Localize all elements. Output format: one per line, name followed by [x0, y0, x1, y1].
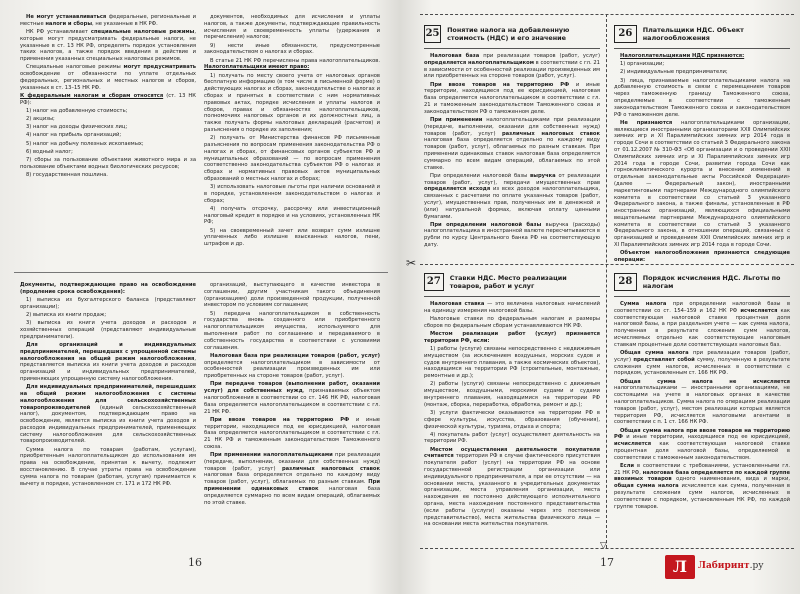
watermark-suffix: .ру — [749, 561, 764, 571]
paragraph: 9) нести иные обязанности, предусмотренные законодательством о налогах и сборах. — [204, 42, 380, 56]
scissors-icon: ✂ — [406, 256, 417, 270]
paragraph: 5) налог на добычу полезных ископаемых; — [26, 140, 144, 147]
page-right — [400, 0, 800, 594]
paragraph: Общая сумма налога при реализации товаров (работ, услуг) представляет собой сумму, полученную в результате сложения сумм налогов, исчисленных в соответствии с порядком, установленным ст. 166 НК РФ. — [614, 349, 790, 377]
paragraph: При ввозе товаров на территорию РФ и иные территории, находящиеся под ее юрисдикцией, налоговая база определяется налогоплательщиком в соответствии с гл. 21 НК РФ и таможенным законодательством Таможенного союза. — [204, 416, 380, 450]
paragraph: 1) работы (услуги) связаны непосредственно с недвижимым имуществом (за исключением воздушных, морских судов и судов внутреннего плавания, а также космических объектов), находящимся на территории РФ (строительные, монтажные, ремонтные и др.); — [424, 345, 600, 380]
cut-line-bottom — [420, 548, 794, 549]
paragraph: 5) передача налогоплательщиком в собственность государства вновь созданного или приобретенного налогоплательщиком имущества, используемого для выполнения работ по соглашению и передаваемого в собственность государства в соответствии с условиями соглашения. — [204, 310, 380, 351]
paragraph: 3) налог на доходы физических лиц; — [26, 124, 128, 131]
paragraph: 2) работы (услуги) связаны непосредственно с движимым имуществом, воздушными, морскими судами и судами внутреннего плавания, находящимися на территории РФ (монтаж, сборка, переработка, обработка, ремонт и др.); — [424, 381, 600, 408]
paragraph: При передаче товаров (выполнении работ, оказании услуг) для собственных нужд, признаваемых объектом налогообложения в соответствии со ст. 146 НК РФ, налоговая база определяется налогоплательщиком в соответствии с гл. 21 НК РФ. — [204, 381, 381, 415]
paragraph: Общая сумма налога не исчисляется налогоплательщиками — иностранными организациями, не состоящими на учете в налоговых органах в качестве налогоплательщиков. Сумма налога по операциям реализации товаров (работ, услуг), местом реализации которых является территория РФ, исчисляется налоговыми агентами в соответствии с п. 1 ст. 166 НК РФ. — [614, 378, 790, 426]
paragraph: Сумма налога по товарам (работам, услугам), приобретенным налогоплательщиком до использования им права на освобождение, принятая к вычету, подлежит восстановлению. В случае утраты права на освобождение сумма налога по товарам (работам, услугам) принимается к вычету в порядке, установленном ст. 171 и 172 НК РФ. — [20, 446, 196, 487]
paragraph: Налоговая база при реализации товаров (работ, услуг) определяется налогоплательщиком в зависимости от особенностей реализации произведенных им или приобретенных на стороне товаров (работ, услуг). — [204, 352, 380, 380]
card-27 — [424, 268, 600, 530]
paragraph: документов, необходимых для исчисления и уплаты налогов, а также документы, подтверждающие правильность исчисления и своевременность уплаты (удержания и перечисления) налогов; — [204, 14, 380, 41]
watermark — [698, 561, 764, 571]
paragraph: Налоговая база при реализации товаров (работ, услуг) определяется налогоплательщиком в соответствии с гл. 21 в зависимости от особенностей реализации произведенных им или приобретенных на стороне товаров (работ, услуг). — [424, 53, 600, 80]
card-body — [614, 53, 790, 264]
paragraph: Общая сумма налога при ввозе товаров на территорию РФ и иные территории, находящиеся под ее юрисдикцией, исчисляется как соответствующая налоговой ставке процентная доля налоговой базы, определяемой в соответствии с таможенным законодательством. — [614, 427, 790, 461]
paragraph: При определении налоговой базы выручка (расходы) налогоплательщика в иностранной валюте пересчитываются в рубли по курсу Центрального банка РФ на соответствующую дату. — [424, 221, 600, 249]
paragraph: Для организаций и индивидуальных предпринимателей, перешедших с упрощенной системы налогообложения на общий режим налогообложения, представляется выписка из книги учета доходов и расходов организаций и индивидуальных предпринимателей, применяющих упрощенную систему налогообложения. — [20, 341, 196, 382]
paragraph: 1) налог на добавленную стоимость; — [26, 107, 128, 114]
left-col2-bottom — [204, 282, 380, 508]
card-body — [424, 53, 600, 249]
card-26 — [614, 20, 790, 265]
paragraph: НК РФ устанавливает специальные налоговые режимы, которые могут предусматривать федеральные налоги, не указанные в ст. 13 НК РФ, определять порядок установления таких налогов, а также порядок введения в действие и применения указанных специальных налоговых режимов. — [20, 28, 196, 63]
paragraph: Не могут устанавливаться федеральные, региональные и местные налоги и сборы, не указанные в НК РФ. — [20, 14, 196, 27]
paragraph: При применении налогоплательщиками при реализации (передаче, выполнении, оказании для собственных нужд) товаров (работ, услуг) различных налоговых ставок налоговая база определяется отдельно по каждому виду товаров (работ, услуг), облагаемых по разным ставкам. При применении одинаковых ставок налоговая база определяется суммарно по всем видам операций, облагаемых по этой ставке. — [424, 116, 601, 171]
paragraph: 2) выписка из книги продаж; — [26, 311, 107, 318]
watermark-name: Лабиринт — [698, 561, 750, 571]
paragraph: 1) получать по месту своего учета от налоговых органов бесплатную информацию (в том числе в письменной форме) о действующих налогах и сборах, законодательстве о налогах и сборах и принятых в соответствии с ним нормативных правовых актах, порядке исчисления и уплаты налогов и сборов, правах и обязанностях налогоплательщиков, полномочиях налоговых органов и их должностных лиц, а также получать формы налоговых деклараций (расчетов) и разъяснения о порядке их заполнения; — [204, 72, 380, 133]
left-col1-top — [20, 14, 196, 180]
card-number: 26 — [614, 25, 637, 43]
paragraph: 2) получать от Министерства финансов РФ письменные разъяснения по вопросам применения законодательства РФ о налогах и сборах, от финансовых органов субъектов РФ и муниципальных образований — по вопросам применения соответственно законодательства субъектов РФ о налогах и сборах и нормативных правовых актов муниципальных образований о местных налогах и сборах; — [204, 135, 380, 182]
paragraph: При применении налогоплательщиками при реализации (передаче, выполнении, оказании для собственных нужд) товаров (работ, услуг) различных налоговых ставок налоговая база определяется отдельно по каждому виду товаров (работ, услуг), облагаемых по разным ставкам. При применении одинаковых ставок налоговая база определяется суммарно по всем видам операций, облагаемых по этой ставке. — [204, 452, 381, 506]
paragraph: 3) услуги фактически оказываются на территории РФ в сфере культуры, искусства, образования (обучения), физической культуры, туризма, отдыха и спорта; — [424, 409, 600, 430]
card-title: Понятие налога на добавленную стоимость (НДС) и его значение — [447, 26, 570, 42]
paragraph: В статье 21 НК РФ перечислены права налогоплательщиков. Налогоплательщики имеют право: — [204, 57, 380, 71]
paragraph: При определении налоговой базы выручка от реализации товаров (работ, услуг), передачи имущественных прав определяется исходя из всех доходов налогоплательщика, связанных с расчетами по оплате указанных товаров (работ, услуг), имущественных прав, полученных им в денежной и (или) натуральной формах, включая оплату ценными бумагами. — [424, 172, 600, 220]
card-body — [614, 301, 790, 510]
card-number: 28 — [614, 273, 637, 291]
paragraph: Для индивидуальных предпринимателей, перешедших на общий режим налогообложения с системы налогообложения для сельскохозяйственных товаропроизводителей (единый сельскохозяйственный налог), документом, подтверждающим право на освобождение, является выписка из книги учета доходов и расходов индивидуальных предпринимателей, применяющих систему налогообложения для сельскохозяйственных товаропроизводителей. — [20, 384, 196, 445]
arrow-down-icon: ▽ — [600, 541, 607, 551]
card-number: 25 — [424, 25, 441, 43]
card-body — [424, 301, 600, 528]
cut-line-vertical — [606, 14, 607, 548]
paragraph: Специальные налоговые режимы могут предусматривать освобождение от обязанности по уплате отдельных федеральных, региональных и местных налогов и сборов, указанных в ст. 13–15 НК РФ. — [20, 64, 196, 91]
paragraph: Местом реализации работ (услуг) признается территория РФ, если: — [424, 330, 600, 344]
paragraph: 4) получать отсрочку, рассрочку или инвестиционный налоговый кредит в порядке и на условиях, установленных НК РФ; — [204, 205, 380, 226]
left-col1-bottom — [20, 282, 196, 489]
paragraph: 1) выписка из бухгалтерского баланса (представляют организации); — [20, 296, 196, 310]
card-title: Порядок исчисления НДС. Льготы по налогам — [642, 274, 781, 290]
paragraph: К федеральным налогам и сборам относятся (ст. 13 НК РФ): — [20, 92, 196, 106]
paragraph: организаций, выступающего в качестве инвестора в соглашении, другим участникам такого объединения (организациям) доли произведенной продукции, полученной инвестором по условиям соглашения; — [204, 282, 380, 309]
left-col2-top — [204, 14, 380, 249]
paragraph: Если в соответствии с требованиями, установленными гл. 21 НК РФ, налоговая база определяется по каждой группе ввозимых товаров одного наименования, вида и марки, общая сумма налога исчисляется как сумма, полученная в результате сложения сумм налогов, исчисленных в соответствии с порядком, установленным НК РФ, по каждой группе товаров. — [614, 462, 790, 510]
paragraph: Налогоплательщиками НДС признаются: — [620, 53, 745, 59]
paragraph: 2) акцизы; — [26, 116, 55, 123]
page-number-left: 16 — [188, 556, 202, 569]
card-25 — [424, 20, 600, 250]
card-28 — [614, 268, 790, 512]
left-divider — [14, 272, 388, 273]
labirint-logo: Л — [665, 555, 695, 579]
paragraph: Документы, подтверждающие право на освобождение (продление срока освобождения): — [20, 282, 196, 295]
paragraph: 3) лица, признаваемые налогоплательщиками налога на добавленную стоимость в связи с перемещением товаров через таможенную границу Таможенного союза, определяемые в соответствии с таможенным законодательством Таможенного союза и законодательством РФ о таможенном деле. — [614, 77, 790, 118]
card-title: Ставки НДС. Место реализации товаров, работ и услуг — [449, 274, 567, 290]
paragraph: 8) государственная пошлина. — [26, 172, 108, 179]
page-number-right: 17 — [600, 556, 614, 569]
paragraph: Не признаются налогоплательщиками организации, являющиеся иностранными организаторами XXII Олимпийских зимних игр и XI Паралимпийских зимних игр 2014 года в городе Сочи в соответствии со статьей 3 Федерального закона от 01.12.2007 № 310-ФЗ «Об организации и о проведении XXII Олимпийских зимних игр и XI Паралимпийских зимних игр 2014 года в городе Сочи, развитии города Сочи как горноклиматического курорта и внесении изменений в отдельные законодательные акты Российской Федерации» (далее — Федеральный закон), иностранными маркетинговыми партнерами Международного олимпийского комитета в соответствии со статьей 3 указанного Федерального закона, а также финалы, установленные в РФ иностранных организаций, являющихся официальными вещательными партнерами Международного олимпийского комитета в соответствии со статьей 3 указанного Федерального закона, в отношении операций, связанных с организацией и проведением XXII Олимпийских зимних игр и XI Паралимпийских зимних игр 2014 года в городе Сочи. — [614, 119, 791, 249]
paragraph: 1) организации; — [620, 61, 665, 68]
paragraph: Налоговые ставки по федеральным налогам и размеры сборов по федеральным сборам устанавливаются НК РФ. — [424, 315, 600, 329]
card-title: Плательщики НДС. Объект налогообложения — [642, 26, 744, 42]
paragraph: При ввозе товаров на территорию РФ и иные территории, находящиеся под ее юрисдикцией, налоговая база определяется налогоплательщиком в соответствии с гл. 21 и таможенным законодательством Таможенного союза и законодательством РФ о таможенном деле. — [424, 81, 600, 115]
paragraph: Сумма налога при определении налоговой базы в соответствии со ст. 154–159 и 162 НК РФ исчисляется как соответствующая налоговой ставке процентная доля налоговой базы, а при раздельном учете — как сумма налога, полученная в результате сложения сумм налогов, исчисляемых отдельно как соответствующие налоговым ставкам процентные доли соответствующих налоговых баз. — [614, 301, 791, 348]
card-number: 27 — [424, 273, 444, 291]
paragraph: 7) сборы за пользование объектами животного мира и за пользование объектами водных биологических ресурсов; — [20, 157, 196, 170]
paragraph: 5) на своевременный зачет или возврат сумм излишне уплаченных либо излишне взысканных налогов, пени, штрафов и др. — [204, 227, 380, 248]
paragraph: 4) налог на прибыль организаций; — [26, 132, 122, 139]
paragraph: 3) использовать налоговые льготы при наличии оснований и в порядке, установленном законодательством о налогах и сборах; — [204, 184, 380, 204]
paragraph: 4) покупатель работ (услуг) осуществляет деятельность на территории РФ. — [424, 431, 600, 445]
paragraph: 6) водный налог; — [26, 148, 73, 155]
paragraph: Налоговая ставка — это величина налоговых начислений на единицу измерения налоговой базы. — [424, 301, 600, 314]
paragraph: Объектом налогообложения признаются следующие операции: — [614, 250, 790, 264]
cut-line-top — [420, 14, 794, 15]
paragraph: Местом осуществления деятельности покупателя считается территория РФ в случае фактического присутствия покупателя работ (услуг) на территории РФ на основе государственной регистрации организации или индивидуального предпринимателя, а при ее отсутствии — на основании места, указанного в учредительных документах организации, места управления организации, места нахождения ее постоянно действующего исполнительного органа, места нахождения постоянного представительства (если работы (услуги) оказаны через это постоянное представительство), места жительства физического лица — на основании места жительства покупателя. — [424, 446, 600, 528]
paragraph: 2) индивидуальные предприниматели; — [620, 69, 728, 76]
paragraph: 3) выписка из книги учета доходов и расходов и хозяйственных операций (представляют индивидуальные предприниматели). — [20, 320, 196, 340]
